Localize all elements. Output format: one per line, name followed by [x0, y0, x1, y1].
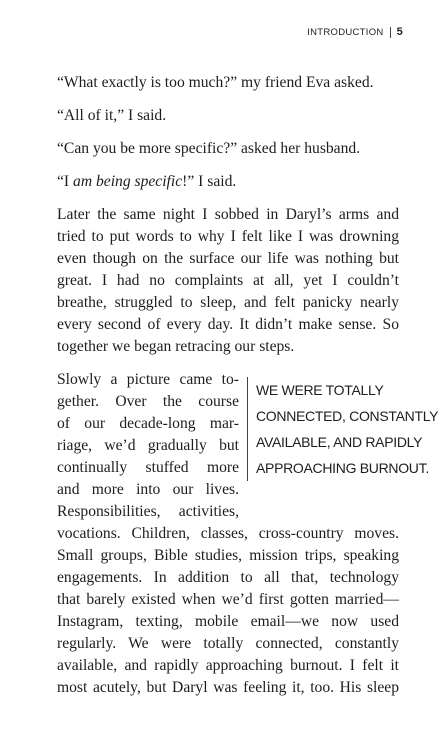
paragraph-5-line: Later the same night I sobbed in Daryl’s arms and [57, 206, 399, 223]
paragraph-5-line: tried to put words to why I felt like I was drowning [57, 228, 399, 245]
paragraph-6-line: Small groups, Bible studies, mission trips, speaking [57, 547, 399, 564]
paragraph-4 [57, 171, 399, 193]
pull-quote-line: APPROACHING BURNOUT. [256, 460, 429, 476]
paragraph-6-line: vocations. Children, classes, cross-country moves. [57, 525, 399, 542]
paragraph-6-line: regularly. We were totally connected, constantly [57, 635, 399, 652]
pull-quote-line: WE WERE TOTALLY [256, 382, 384, 398]
pull-quote-line: AVAILABLE, AND RAPIDLY [256, 434, 423, 450]
paragraph-5-line: breathe, struggled to sleep, and felt panicky nearly [57, 294, 399, 311]
paragraph-6-line: gether. Over the course [57, 393, 239, 410]
header-divider [390, 27, 391, 38]
paragraph-6-line: of our decade-long mar- [57, 415, 239, 432]
running-header [307, 26, 403, 38]
paragraph-5-line: together we began retracing our steps. [57, 338, 295, 355]
paragraph-5-line: every second of every day. It didn’t make sense. So [57, 316, 399, 333]
paragraph-4-open: “I [57, 173, 74, 190]
paragraph-6 [57, 369, 439, 699]
body-text [57, 72, 439, 699]
paragraph-3: “Can you be more specific?” asked her husband. [57, 140, 361, 157]
paragraph-6-line: that barely existed when we’d first gotten married— [57, 591, 399, 608]
paragraph-6-line: most acutely, but Daryl was feeling it, too. His sleep [57, 679, 399, 696]
paragraph-1: “What exactly is too much?” my friend Eva asked. [57, 74, 374, 91]
page-number: 5 [396, 26, 403, 38]
paragraph-6-line: Instagram, texting, mobile email—we now used [57, 613, 399, 630]
paragraph-5-line: even though on the surface our life was nothing but [57, 250, 399, 267]
paragraph-6-line: Responsibilities, activities, [57, 503, 239, 520]
paragraph-6-line: and more into our lives. [57, 481, 239, 498]
pull-quote [247, 377, 439, 481]
paragraph-5 [57, 204, 399, 358]
paragraph-6-wrapped [57, 369, 239, 523]
paragraph-6-line: riage, we’d gradually but [57, 437, 239, 454]
paragraph-2: “All of it,” I said. [57, 107, 167, 124]
paragraph-4-emphasis: am being specific [73, 173, 183, 190]
paragraph-6-line: continually stuffed more [57, 459, 239, 476]
paragraph-6-line: available, and rapidly approaching burnout. I felt it [57, 657, 399, 674]
paragraph-4-close: !” I said. [182, 173, 237, 190]
paragraph-6-line: engagements. In addition to all that, technology [57, 569, 399, 586]
paragraph-6-line: Slowly a picture came to- [57, 371, 239, 388]
paragraph-6-full [57, 523, 399, 699]
paragraph-5-line: great. I had no complaints at all, yet I couldn’t [57, 272, 399, 289]
section-title: INTRODUCTION [307, 26, 384, 38]
pull-quote-line: CONNECTED, CONSTANTLY [256, 408, 439, 424]
